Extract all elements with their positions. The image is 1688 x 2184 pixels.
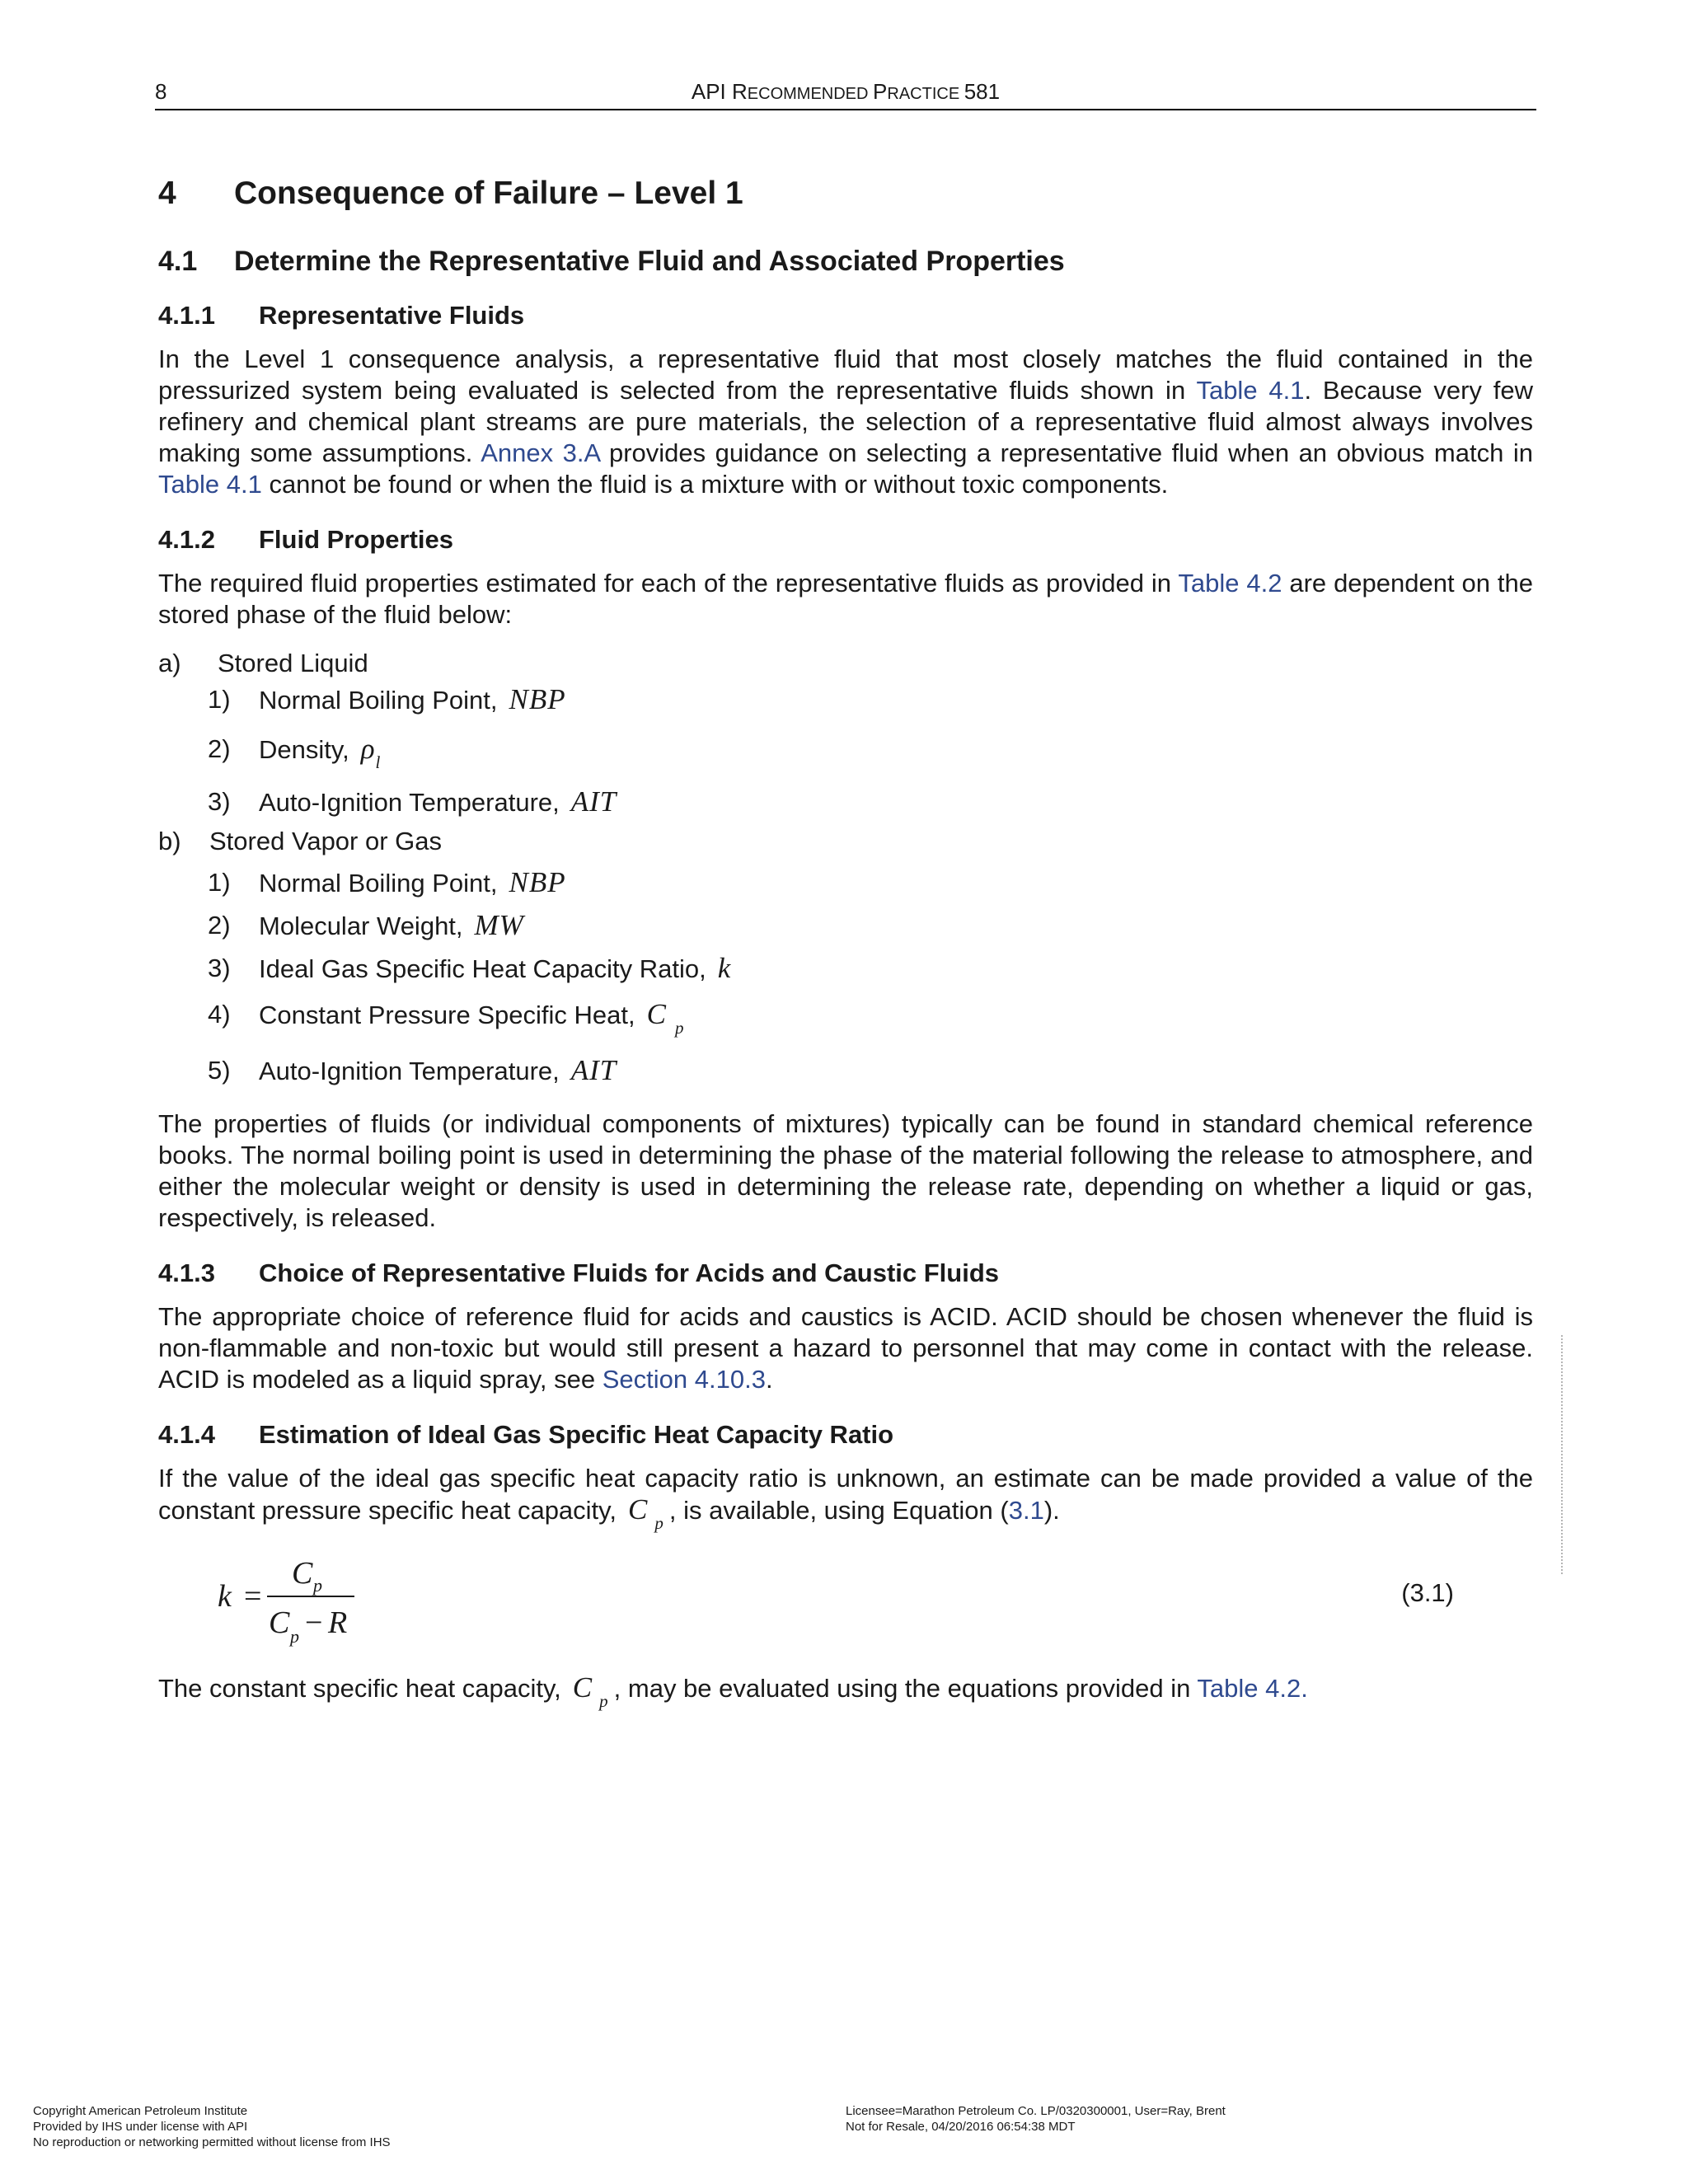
list-item-text — [259, 733, 382, 772]
representative-fluids-paragraph — [158, 344, 1533, 500]
constant-heat-capacity-paragraph — [158, 1671, 1533, 1711]
section-title: Fluid Properties — [259, 525, 453, 554]
section-4-1-3-heading — [158, 1258, 1533, 1288]
section-number: 4.1.2 — [158, 525, 215, 554]
equation-number: (3.1) — [1401, 1578, 1454, 1607]
text-run: are dependent on the stored phase of the fluid below: — [158, 569, 1533, 629]
margin-dotted-line — [1561, 1335, 1565, 1574]
list-item-label: Ideal Gas Specific Heat Capacity Ratio, — [259, 954, 706, 983]
section-title: Choice of Representative Fluids for Acids and Caustic Fluids — [259, 1258, 1000, 1287]
math-subscript: p — [654, 1513, 664, 1533]
list-item-label: Normal Boiling Point, — [259, 869, 498, 898]
page-number: 8 — [155, 79, 167, 104]
math-subscript: l — [375, 752, 382, 772]
list-item — [158, 1051, 1533, 1092]
list-marker: 2) — [208, 911, 231, 940]
list-marker: 3) — [208, 787, 231, 816]
text-run: . Because very few refinery and chemical plant streams are pure materials, the selection of a representative fluid almost always involves making some assumptions. — [158, 376, 1533, 467]
equation-3-1-link[interactable]: 3.1 — [1008, 1496, 1044, 1525]
list-item-label: Constant Pressure Specific Heat, — [259, 1001, 635, 1029]
section-4-1-heading — [158, 245, 1533, 278]
text-run: provides guidance on selecting a representative fluid when an obvious match in — [599, 438, 1533, 467]
running-title-r: R — [732, 79, 748, 104]
list-item-label: Normal Boiling Point, — [259, 686, 498, 715]
section-title: Representative Fluids — [259, 301, 525, 330]
footer-line: Not for Resale, 04/20/2016 06:54:38 MDT — [846, 2120, 1076, 2134]
section-number: 4.1.4 — [158, 1420, 215, 1449]
section-4-10-3-link[interactable]: Section 4.10.3 — [602, 1365, 766, 1394]
list-item — [158, 949, 1533, 995]
list-item-label: Density, — [259, 735, 349, 764]
list-item-label: Auto-Ignition Temperature, — [259, 788, 560, 817]
list-item-label: Stored Vapor or Gas — [209, 827, 443, 855]
list-item — [158, 729, 1533, 782]
heat-capacity-ratio-paragraph — [158, 1463, 1533, 1533]
section-4-heading — [158, 175, 1533, 213]
math-symbol: ρ — [360, 733, 376, 765]
running-title-p: P — [873, 79, 888, 104]
math-symbol: C — [572, 1671, 593, 1704]
section-number: 4.1 — [158, 246, 198, 277]
list-item — [158, 680, 1533, 729]
running-title — [155, 79, 1536, 106]
acid-fluid-paragraph — [158, 1301, 1533, 1395]
list-item — [158, 995, 1533, 1051]
page-header — [155, 79, 1536, 110]
text-run: The constant specific heat capacity, — [158, 1674, 561, 1703]
math-symbol: NBP — [509, 866, 566, 898]
math-symbol: MW — [474, 909, 524, 941]
denominator-minus: − — [305, 1605, 323, 1640]
text-run: If the value of the ideal gas specific heat capacity ratio is unknown, an estimate can be made provided a value of the constant pressure specific heat capacity, — [158, 1464, 1533, 1525]
text-run: In the Level 1 consequence analysis, a representative fluid that most closely matches the fluid contained in the pressurized system being evaluated is selected from the representative fluids shown in — [158, 344, 1533, 405]
numerator-subscript: p — [313, 1575, 322, 1596]
footer-copyright — [33, 2103, 391, 2150]
running-title-number: 581 — [964, 79, 1001, 104]
math-symbol: k — [717, 952, 732, 984]
footer-line: Provided by IHS under license with API — [33, 2120, 248, 2134]
math-symbol: C — [628, 1493, 649, 1526]
section-4-1-1-heading — [158, 301, 1533, 330]
text-run: , may be evaluated using the equations provided in — [613, 1674, 1198, 1703]
list-item — [158, 822, 1533, 863]
list-marker: b) — [158, 827, 181, 855]
text-run: ). — [1043, 1496, 1060, 1525]
text-run: . — [765, 1365, 773, 1394]
denominator-subscript: p — [290, 1626, 299, 1647]
annex-3a-link[interactable]: Annex 3.A — [481, 438, 600, 467]
running-title-ractice: RACTICE — [887, 85, 964, 103]
text-run: cannot be found or when the fluid is a mixture with or without toxic components. — [261, 470, 1169, 499]
footer-license — [846, 2103, 1226, 2135]
list-item-text — [259, 910, 524, 942]
running-title-api: API — [691, 79, 733, 104]
math-symbol: AIT — [570, 785, 617, 818]
list-marker: 4) — [208, 1000, 231, 1029]
section-number: 4.1.3 — [158, 1258, 215, 1287]
table-4-1-link[interactable]: Table 4.1 — [1196, 376, 1305, 405]
footer-line: Copyright American Petroleum Institute — [33, 2104, 248, 2118]
math-subscript: p — [599, 1691, 609, 1711]
list-item — [158, 863, 1533, 906]
section-title: Determine the Representative Fluid and Associated Properties — [234, 246, 1065, 277]
section-title: Estimation of Ideal Gas Specific Heat Capacity Ratio — [259, 1420, 894, 1449]
list-item — [158, 782, 1533, 822]
list-item-label: Stored Liquid — [218, 649, 368, 677]
equation-graphic — [216, 1547, 397, 1656]
list-marker: 2) — [208, 734, 231, 763]
list-item-label: Molecular Weight, — [259, 912, 463, 940]
list-marker: 1) — [208, 685, 231, 714]
section-title: Consequence of Failure – Level 1 — [234, 176, 743, 211]
list-item-text — [259, 1055, 617, 1087]
fluid-properties-intro — [158, 568, 1533, 630]
denominator-symbol: C — [269, 1605, 290, 1640]
fluid-properties-list — [158, 644, 1533, 1092]
list-marker: a) — [158, 649, 181, 677]
list-item-text — [259, 867, 566, 899]
text-run: The required fluid properties estimated for each of the representative fluids as provided in — [158, 569, 1179, 598]
math-symbol: C — [646, 998, 667, 1030]
document-body — [158, 175, 1533, 1732]
table-4-2-link[interactable]: Table 4.2 — [1178, 569, 1282, 598]
list-item-text — [259, 998, 685, 1038]
section-4-1-4-heading — [158, 1420, 1533, 1450]
list-item-text — [259, 684, 566, 716]
footer-line: No reproduction or networking permitted without license from IHS — [33, 2135, 391, 2149]
denominator-r: R — [328, 1605, 348, 1640]
math-subscript: p — [674, 1018, 685, 1038]
list-item-label: Auto-Ignition Temperature, — [259, 1057, 560, 1085]
list-item-text — [259, 953, 731, 985]
equation-equals: = — [244, 1579, 262, 1614]
list-item — [158, 644, 1533, 680]
fluid-properties-paragraph: The properties of fluids (or individual components of mixtures) typically can be found in standard chemical reference books. The normal boiling point is used in determining the phase of the material following the release to atmosphere, and either the molecular weight or density is used in determining the release rate, depending on whether a liquid or gas, respectively, is released. — [158, 1109, 1533, 1232]
text-run: The appropriate choice of reference fluid for acids and caustics is ACID. ACID should be chosen whenever the fluid is non-flammable and non-toxic but would still present a hazard to personnel that may come in contact with the release. ACID is modeled as a liquid spray, see — [158, 1302, 1533, 1394]
text-run: , is available, using Equation ( — [668, 1496, 1009, 1525]
equation-3-1 — [158, 1547, 1533, 1656]
section-number: 4.1.1 — [158, 301, 215, 330]
list-marker: 3) — [208, 954, 231, 982]
list-item-text — [259, 786, 617, 818]
section-4-1-2-heading — [158, 525, 1533, 555]
section-number: 4 — [158, 176, 176, 211]
numerator-symbol: C — [292, 1556, 313, 1591]
running-title-ecommended: ECOMMENDED — [747, 85, 874, 103]
equation-lhs: k — [218, 1579, 232, 1614]
list-marker: 1) — [208, 868, 231, 897]
math-symbol: NBP — [509, 683, 566, 715]
table-4-1-link[interactable]: Table 4.1 — [158, 470, 262, 499]
list-marker: 5) — [208, 1056, 231, 1085]
table-4-2-link[interactable]: Table 4.2. — [1197, 1674, 1308, 1703]
footer-line: Licensee=Marathon Petroleum Co. LP/0320300001, User=Ray, Brent — [846, 2104, 1226, 2118]
math-symbol: AIT — [570, 1054, 617, 1086]
list-item — [158, 906, 1533, 949]
